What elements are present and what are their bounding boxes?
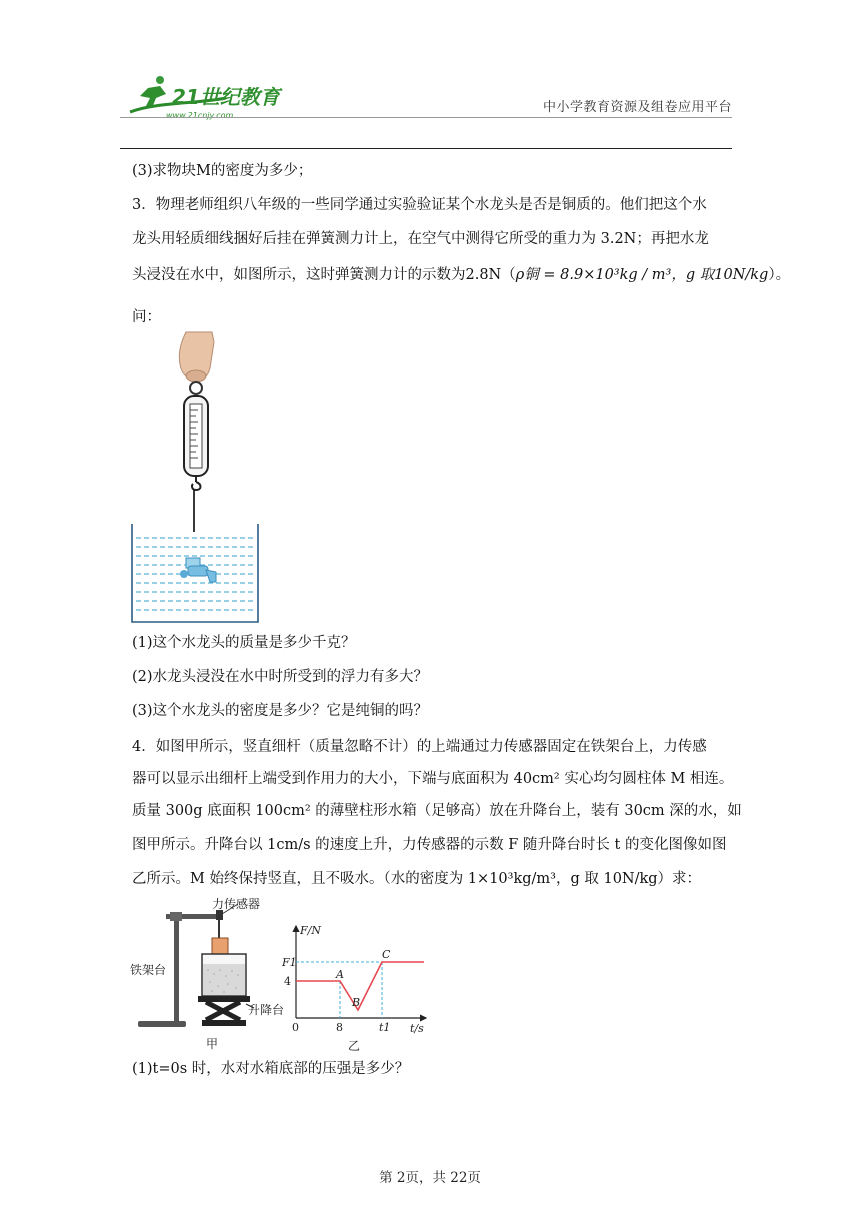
q3-sub1: (1)这个水龙头的质量是多少千克？ xyxy=(132,635,356,651)
y-tick-f1: F1 xyxy=(282,956,297,969)
spring-scale-figure xyxy=(128,332,262,626)
page-footer: 第 2页，共 22页 xyxy=(379,1170,481,1186)
q4-line3: 质量 300g 底面积 100cm² 的薄壁柱形水箱（足够高）放在升降台上，装有 30cm 深的水，如 xyxy=(132,803,742,819)
point-c: C xyxy=(382,948,391,961)
x-tick-8: 8 xyxy=(336,1021,343,1034)
caption-yi: 乙 xyxy=(348,1039,361,1053)
q4-line2: 器可以显示出细杆上端受到作用力的大小，下端与底面积为 40cm² 实心均匀圆柱体 M 相连。 xyxy=(132,771,734,787)
caption-jia: 甲 xyxy=(206,1037,219,1051)
q3-line3 xyxy=(132,262,791,288)
point-a: A xyxy=(336,968,344,981)
logo-text: 21世纪教育 xyxy=(172,85,280,109)
logo-url: www.21cnjy.com xyxy=(166,111,234,120)
lift-platform xyxy=(198,996,250,1002)
y-tick-4: 4 xyxy=(284,975,291,988)
q3-line3-text: 头浸没在水中，如图所示，这时弹簧测力计的示数为2.8N（ xyxy=(132,267,516,283)
q3-ask: 问： xyxy=(132,309,161,325)
figure-yi-graph xyxy=(278,918,438,1052)
lift-label: 升降台 xyxy=(248,1003,285,1017)
21cnjy-logo xyxy=(126,68,296,120)
q3-sub2: (2)水龙头浸没在水中时所受到的浮力有多大？ xyxy=(132,669,429,685)
q3-sub3: (3)这个水龙头的密度是多少？它是纯铜的吗？ xyxy=(132,703,429,719)
x-tick-0: 0 xyxy=(292,1021,299,1034)
x-tick-t1: t1 xyxy=(379,1021,391,1034)
stand-label: 铁架台 xyxy=(130,963,167,977)
point-b: B xyxy=(352,996,361,1009)
sensor-label: 力传感器 xyxy=(212,897,261,911)
q4-line5: 乙所示。M 始终保持竖直，且不吸水。（水的密度为 1×10³kg/m³，g 取 10N/kg）求： xyxy=(132,871,702,887)
force-sensor xyxy=(216,910,223,920)
y-axis-label: F/N xyxy=(300,924,321,937)
x-axis-label: t/s xyxy=(410,1022,424,1035)
figure-jia xyxy=(128,892,285,1051)
q3-line3-end: ）。 xyxy=(768,267,791,283)
platform-name: 中小学教育资源及组卷应用平台 xyxy=(542,100,732,115)
header-divider-thick xyxy=(120,148,732,149)
stand-base xyxy=(138,1021,186,1027)
stand-pole xyxy=(174,916,179,1026)
q4-line4: 图甲所示。升降台以 1cm/s 的速度上升，力传感器的示数 F 随升降台时长 t 的变化图像如图 xyxy=(132,837,727,853)
q3-line2: 龙头用轻质细线捆好后挂在弹簧测力计上，在空气中测得它所受的重力为 3.2N；再把水龙 xyxy=(132,231,709,247)
header-divider-thin xyxy=(120,117,732,118)
q4-line1: 4．如图甲所示，竖直细杆（质量忽略不计）的上端通过力传感器固定在铁架台上，力传感 xyxy=(132,739,707,755)
q4-sub1: (1)t=0s 时，水对水箱底部的压强是多少？ xyxy=(132,1061,410,1077)
q3-formula: ρ铜 = 8.9×10³kg / m³，g 取10N/kg xyxy=(515,267,769,283)
q-prev-part3: (3)求物块M的密度为多少； xyxy=(132,163,313,179)
q3-line1: 3．物理老师组织八年级的一些同学通过实验验证某个水龙头是否是铜质的。他们把这个水 xyxy=(132,197,707,213)
page-header xyxy=(120,62,732,154)
